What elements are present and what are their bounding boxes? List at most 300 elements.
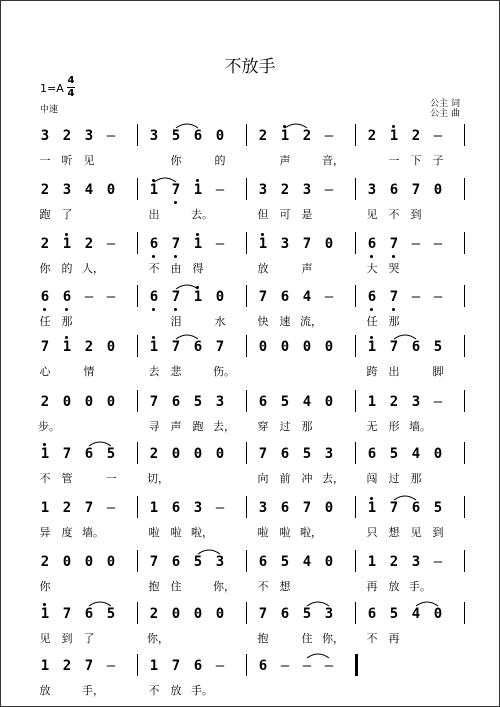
lyric-word: 不 bbox=[257, 580, 269, 593]
note: 2 bbox=[40, 554, 50, 570]
lyric-word: 泪 bbox=[170, 315, 182, 328]
note: 3 bbox=[258, 182, 268, 198]
note: 7 bbox=[62, 606, 72, 622]
note: 1 bbox=[256, 236, 270, 252]
lyric-word: 那 bbox=[388, 315, 400, 328]
lyric-word: 步。 bbox=[38, 420, 60, 433]
note: 3 bbox=[411, 394, 421, 410]
note: 5 bbox=[280, 554, 290, 570]
lyric-word: 水 bbox=[214, 315, 226, 328]
note: 0 bbox=[106, 182, 116, 198]
lyric-word: 无 bbox=[366, 420, 378, 433]
lyric-word: 切， bbox=[147, 472, 169, 485]
lyric-word: 速 bbox=[279, 315, 291, 328]
note: – bbox=[215, 500, 225, 516]
note: 0 bbox=[215, 128, 225, 144]
note: 6 bbox=[365, 289, 379, 305]
slur-marks bbox=[32, 388, 468, 398]
low-octave-dot bbox=[152, 255, 155, 258]
lyric-word: 那 bbox=[410, 472, 422, 485]
note: – bbox=[280, 658, 290, 674]
note: 7 bbox=[169, 289, 183, 305]
lyric-word: 啦 bbox=[148, 526, 160, 539]
low-octave-dot bbox=[43, 308, 46, 311]
note: – bbox=[433, 236, 443, 252]
note: – bbox=[433, 554, 443, 570]
note: – bbox=[106, 236, 116, 252]
note: 2 bbox=[258, 128, 268, 144]
note: 0 bbox=[324, 500, 334, 516]
note: 6 bbox=[365, 236, 379, 252]
note: 2 bbox=[40, 236, 50, 252]
lyrics-line bbox=[32, 578, 468, 594]
lyric-word: 去。 bbox=[191, 208, 213, 221]
lyric-word: 伤。 bbox=[213, 365, 235, 378]
lyric-word: 听 bbox=[61, 154, 73, 167]
lyric-word: 向 bbox=[257, 472, 269, 485]
note: 5 bbox=[389, 446, 399, 462]
note: 3 bbox=[302, 182, 312, 198]
note: 2 bbox=[40, 182, 50, 198]
note: 5 bbox=[302, 606, 312, 622]
note: – bbox=[324, 658, 334, 674]
note: 6 bbox=[193, 339, 203, 355]
note: 1 bbox=[367, 554, 377, 570]
lyric-word: 啦， bbox=[191, 526, 213, 539]
lyric-word: 心 bbox=[39, 365, 51, 378]
note: – bbox=[84, 289, 94, 305]
slur bbox=[176, 285, 198, 289]
note: 7 bbox=[169, 182, 183, 198]
slur-marks bbox=[32, 333, 468, 343]
note: 7 bbox=[40, 339, 50, 355]
lyric-word: 去 bbox=[148, 365, 160, 378]
note: 1 bbox=[191, 289, 205, 305]
note: 7 bbox=[149, 394, 159, 410]
note: 4 bbox=[302, 289, 312, 305]
note: 1 bbox=[60, 236, 74, 252]
lyrics-line bbox=[32, 470, 468, 486]
note: 4 bbox=[411, 446, 421, 462]
low-octave-dot bbox=[174, 201, 177, 204]
lyric-word: 啦 bbox=[279, 526, 291, 539]
note: – bbox=[106, 128, 116, 144]
low-octave-dot bbox=[152, 308, 155, 311]
slur bbox=[394, 496, 416, 500]
note: 6 bbox=[411, 339, 421, 355]
slur-marks bbox=[32, 440, 468, 450]
lyric-word: 声 bbox=[301, 262, 313, 275]
note: 6 bbox=[258, 658, 268, 674]
lyric-word: 跨 bbox=[366, 365, 378, 378]
note: 6 bbox=[171, 500, 181, 516]
lyrics-line bbox=[32, 206, 468, 222]
lyrics-line bbox=[32, 418, 468, 434]
note: 5 bbox=[171, 128, 181, 144]
lyric-word: 的 bbox=[214, 154, 226, 167]
note: 6 bbox=[193, 658, 203, 674]
lyric-word: 管 bbox=[61, 472, 73, 485]
note: 7 bbox=[258, 289, 268, 305]
low-octave-dot bbox=[370, 308, 373, 311]
note: 2 bbox=[367, 128, 377, 144]
note: 7 bbox=[258, 606, 268, 622]
lyric-word: 那 bbox=[61, 315, 73, 328]
lyric-word: 啦， bbox=[300, 526, 322, 539]
slur-marks bbox=[32, 600, 468, 610]
note: 1 bbox=[191, 236, 205, 252]
note: 4 bbox=[84, 182, 94, 198]
note: 3 bbox=[411, 554, 421, 570]
note: 0 bbox=[84, 554, 94, 570]
lyric-word: 一 bbox=[388, 154, 400, 167]
note: 0 bbox=[193, 606, 203, 622]
note: 1 bbox=[147, 339, 161, 355]
note: 6 bbox=[367, 446, 377, 462]
lyric-word: 见 bbox=[410, 526, 422, 539]
slur-marks bbox=[32, 122, 468, 132]
lyric-word: 不 bbox=[148, 262, 160, 275]
lyric-word: 出 bbox=[388, 365, 400, 378]
lyric-word: 的 bbox=[61, 262, 73, 275]
note: 2 bbox=[411, 128, 421, 144]
lyric-word: 见 bbox=[366, 208, 378, 221]
note: 0 bbox=[215, 446, 225, 462]
note: 2 bbox=[280, 182, 290, 198]
lyric-word: 你， bbox=[322, 632, 344, 645]
note: 1 bbox=[38, 446, 52, 462]
note: 6 bbox=[171, 394, 181, 410]
lyric-word: 任 bbox=[39, 315, 51, 328]
lyrics-line bbox=[32, 152, 468, 168]
lyrics-line bbox=[32, 630, 468, 646]
note: 1 bbox=[387, 128, 401, 144]
slur bbox=[416, 602, 438, 606]
note: 0 bbox=[433, 182, 443, 198]
lyric-word: 穿 bbox=[257, 420, 269, 433]
note: 0 bbox=[215, 289, 225, 305]
lyric-word: 声 bbox=[279, 154, 291, 167]
note: 0 bbox=[171, 606, 181, 622]
slur bbox=[394, 335, 416, 339]
note: 0 bbox=[215, 606, 225, 622]
note: 7 bbox=[302, 236, 312, 252]
note: 0 bbox=[324, 394, 334, 410]
note: 3 bbox=[258, 500, 268, 516]
lyric-word: 住 bbox=[170, 580, 182, 593]
note: 0 bbox=[302, 339, 312, 355]
slur bbox=[198, 550, 220, 554]
lyric-word: 想 bbox=[279, 580, 291, 593]
note: 1 bbox=[40, 658, 50, 674]
note: 7 bbox=[389, 339, 399, 355]
note: 0 bbox=[324, 554, 334, 570]
note: 7 bbox=[149, 554, 159, 570]
slur bbox=[89, 602, 111, 606]
note: 6 bbox=[147, 289, 161, 305]
note: 5 bbox=[106, 606, 116, 622]
note: 2 bbox=[62, 500, 72, 516]
note: 4 bbox=[302, 394, 312, 410]
lyric-word: 想 bbox=[388, 526, 400, 539]
note: 0 bbox=[62, 394, 72, 410]
note: 5 bbox=[193, 554, 203, 570]
note: – bbox=[433, 394, 443, 410]
lyric-word: 放 bbox=[170, 684, 182, 697]
lyric-word: 那 bbox=[301, 420, 313, 433]
note: 1 bbox=[60, 339, 74, 355]
lyric-word: 啦 bbox=[170, 526, 182, 539]
note: 5 bbox=[389, 606, 399, 622]
note: – bbox=[106, 289, 116, 305]
lyric-word: 墙。 bbox=[82, 526, 104, 539]
note: 7 bbox=[171, 658, 181, 674]
lyric-word: 出 bbox=[148, 208, 160, 221]
note: 7 bbox=[387, 236, 401, 252]
lyric-word: 流， bbox=[300, 315, 322, 328]
note: 6 bbox=[367, 606, 377, 622]
note: – bbox=[433, 289, 443, 305]
note: 1 bbox=[278, 128, 292, 144]
lyric-word: 大 bbox=[366, 262, 378, 275]
lyric-word: 度 bbox=[61, 526, 73, 539]
lyric-word: 跑 bbox=[192, 420, 204, 433]
tempo-marking: 中速 bbox=[40, 105, 59, 115]
lyric-word: 声 bbox=[170, 420, 182, 433]
low-octave-dot bbox=[392, 308, 395, 311]
low-octave-dot bbox=[370, 255, 373, 258]
lyric-word: 啦 bbox=[257, 526, 269, 539]
note: 5 bbox=[433, 339, 443, 355]
lyric-word: 子 bbox=[432, 154, 444, 167]
time-signature-top: 4 bbox=[67, 75, 75, 86]
lyric-word: 你 bbox=[39, 580, 51, 593]
note: 3 bbox=[40, 128, 50, 144]
note: 2 bbox=[84, 236, 94, 252]
lyric-word: 一 bbox=[39, 154, 51, 167]
note: 1 bbox=[38, 606, 52, 622]
lyric-word: 不 bbox=[148, 684, 160, 697]
slur-marks bbox=[32, 548, 468, 558]
note: 7 bbox=[389, 500, 399, 516]
time-signature bbox=[67, 76, 75, 99]
note: 2 bbox=[62, 658, 72, 674]
slur bbox=[176, 124, 198, 128]
note: 0 bbox=[62, 554, 72, 570]
note: 3 bbox=[215, 554, 225, 570]
lyric-word: 脚 bbox=[432, 365, 444, 378]
lyric-word: 过 bbox=[388, 472, 400, 485]
lyrics-line bbox=[32, 524, 468, 540]
lyric-word: 由 bbox=[170, 262, 182, 275]
note: 3 bbox=[280, 236, 290, 252]
key-signature: 1=A bbox=[40, 82, 64, 95]
note: 1 bbox=[147, 182, 161, 198]
lyric-word: 冲 bbox=[301, 472, 313, 485]
note: 0 bbox=[193, 446, 203, 462]
note: 0 bbox=[433, 446, 443, 462]
note: – bbox=[302, 658, 312, 674]
note: 7 bbox=[258, 446, 268, 462]
note: 3 bbox=[324, 606, 334, 622]
note: 6 bbox=[280, 606, 290, 622]
song-title: 不放手 bbox=[224, 57, 276, 77]
note: 7 bbox=[169, 236, 183, 252]
note: 6 bbox=[280, 446, 290, 462]
lyrics-line bbox=[32, 682, 468, 698]
slur-marks bbox=[32, 176, 468, 186]
note: 6 bbox=[60, 289, 74, 305]
note: 0 bbox=[280, 339, 290, 355]
note: 7 bbox=[171, 339, 181, 355]
lyric-word: 放 bbox=[39, 684, 51, 697]
note: 1 bbox=[365, 500, 379, 516]
note: 1 bbox=[40, 500, 50, 516]
lyricist-credit: 公主 词 bbox=[430, 99, 460, 109]
low-octave-dot bbox=[174, 308, 177, 311]
note: 2 bbox=[389, 554, 399, 570]
lyric-word: 可 bbox=[279, 208, 291, 221]
note: – bbox=[106, 500, 116, 516]
lyric-word: 但 bbox=[257, 208, 269, 221]
note: 6 bbox=[280, 289, 290, 305]
lyric-word: 一 bbox=[105, 472, 117, 485]
lyric-word: 人， bbox=[82, 262, 104, 275]
composer-credit: 公主 曲 bbox=[430, 109, 460, 119]
note: 3 bbox=[367, 182, 377, 198]
note: 6 bbox=[258, 394, 268, 410]
note: 6 bbox=[38, 289, 52, 305]
lyric-word: 寻 bbox=[148, 420, 160, 433]
lyric-word: 不 bbox=[388, 208, 400, 221]
lyrics-line bbox=[32, 260, 468, 276]
note: 6 bbox=[280, 500, 290, 516]
note: 1 bbox=[149, 500, 159, 516]
slur bbox=[307, 602, 329, 606]
lyric-word: 情 bbox=[83, 365, 95, 378]
lyric-word: 见 bbox=[83, 154, 95, 167]
note: – bbox=[411, 289, 421, 305]
note: – bbox=[324, 182, 334, 198]
lyric-word: 到 bbox=[410, 208, 422, 221]
slur-marks bbox=[32, 494, 468, 504]
note: 3 bbox=[84, 128, 94, 144]
lyric-word: 形 bbox=[388, 420, 400, 433]
note: 5 bbox=[106, 446, 116, 462]
note: – bbox=[324, 289, 334, 305]
lyric-word: 闯 bbox=[366, 472, 378, 485]
note: 6 bbox=[411, 500, 421, 516]
lyric-word: 再 bbox=[366, 580, 378, 593]
time-signature-bottom: 4 bbox=[67, 88, 75, 99]
note: 7 bbox=[302, 500, 312, 516]
slur bbox=[176, 335, 198, 339]
note: – bbox=[215, 658, 225, 674]
lyric-word: 你， bbox=[147, 632, 169, 645]
lyric-word: 是 bbox=[301, 208, 313, 221]
lyric-word: 不 bbox=[366, 632, 378, 645]
note: 7 bbox=[84, 658, 94, 674]
note: 0 bbox=[258, 339, 268, 355]
note: 3 bbox=[324, 446, 334, 462]
note: 2 bbox=[40, 394, 50, 410]
low-octave-dot bbox=[174, 255, 177, 258]
note: 3 bbox=[193, 500, 203, 516]
note: 6 bbox=[389, 182, 399, 198]
lyric-word: 手。 bbox=[409, 580, 431, 593]
low-octave-dot bbox=[392, 255, 395, 258]
slur bbox=[89, 442, 111, 446]
lyric-word: 不 bbox=[39, 472, 51, 485]
lyric-word: 了 bbox=[61, 208, 73, 221]
lyric-word: 住 bbox=[301, 632, 313, 645]
note: 2 bbox=[389, 394, 399, 410]
lyric-word: 到 bbox=[61, 632, 73, 645]
lyric-word: 跑 bbox=[39, 208, 51, 221]
lyric-word: 了 bbox=[83, 632, 95, 645]
note: 3 bbox=[149, 128, 159, 144]
slur bbox=[307, 654, 329, 658]
lyric-word: 抱 bbox=[148, 580, 160, 593]
note: 6 bbox=[147, 236, 161, 252]
slur-marks bbox=[32, 652, 468, 662]
note: 7 bbox=[62, 446, 72, 462]
note: – bbox=[411, 236, 421, 252]
lyrics-line bbox=[32, 363, 468, 379]
lyric-word: 见 bbox=[39, 632, 51, 645]
lyric-word: 再 bbox=[388, 632, 400, 645]
lyrics-line bbox=[32, 313, 468, 329]
lyric-word: 得 bbox=[192, 262, 204, 275]
lyric-word: 音， bbox=[322, 154, 344, 167]
lyric-word: 下 bbox=[410, 154, 422, 167]
low-octave-dot bbox=[65, 308, 68, 311]
note: – bbox=[324, 128, 334, 144]
note: 3 bbox=[215, 394, 225, 410]
lyric-word: 墙。 bbox=[409, 420, 431, 433]
note: 7 bbox=[215, 339, 225, 355]
note: 2 bbox=[62, 128, 72, 144]
note: 6 bbox=[84, 446, 94, 462]
slur-marks bbox=[32, 230, 468, 240]
note: 6 bbox=[84, 606, 94, 622]
note: 0 bbox=[324, 236, 334, 252]
slur bbox=[154, 178, 176, 182]
lyric-word: 去， bbox=[322, 472, 344, 485]
lyric-word: 只 bbox=[366, 526, 378, 539]
note: 6 bbox=[258, 554, 268, 570]
note: 0 bbox=[106, 554, 116, 570]
note: 7 bbox=[411, 182, 421, 198]
note: 6 bbox=[193, 128, 203, 144]
note: 2 bbox=[149, 606, 159, 622]
lyric-word: 过 bbox=[279, 420, 291, 433]
lyric-word: 悲 bbox=[170, 365, 182, 378]
note: 2 bbox=[84, 339, 94, 355]
note: 1 bbox=[365, 339, 379, 355]
lyric-word: 你 bbox=[39, 262, 51, 275]
lyric-word: 你 bbox=[170, 154, 182, 167]
note: 0 bbox=[106, 339, 116, 355]
lyric-word: 到 bbox=[432, 526, 444, 539]
lyric-word: 放 bbox=[388, 580, 400, 593]
note: – bbox=[215, 182, 225, 198]
note: – bbox=[433, 128, 443, 144]
note: 3 bbox=[62, 182, 72, 198]
note: 6 bbox=[171, 554, 181, 570]
note: 0 bbox=[106, 394, 116, 410]
lyric-word: 放 bbox=[257, 262, 269, 275]
